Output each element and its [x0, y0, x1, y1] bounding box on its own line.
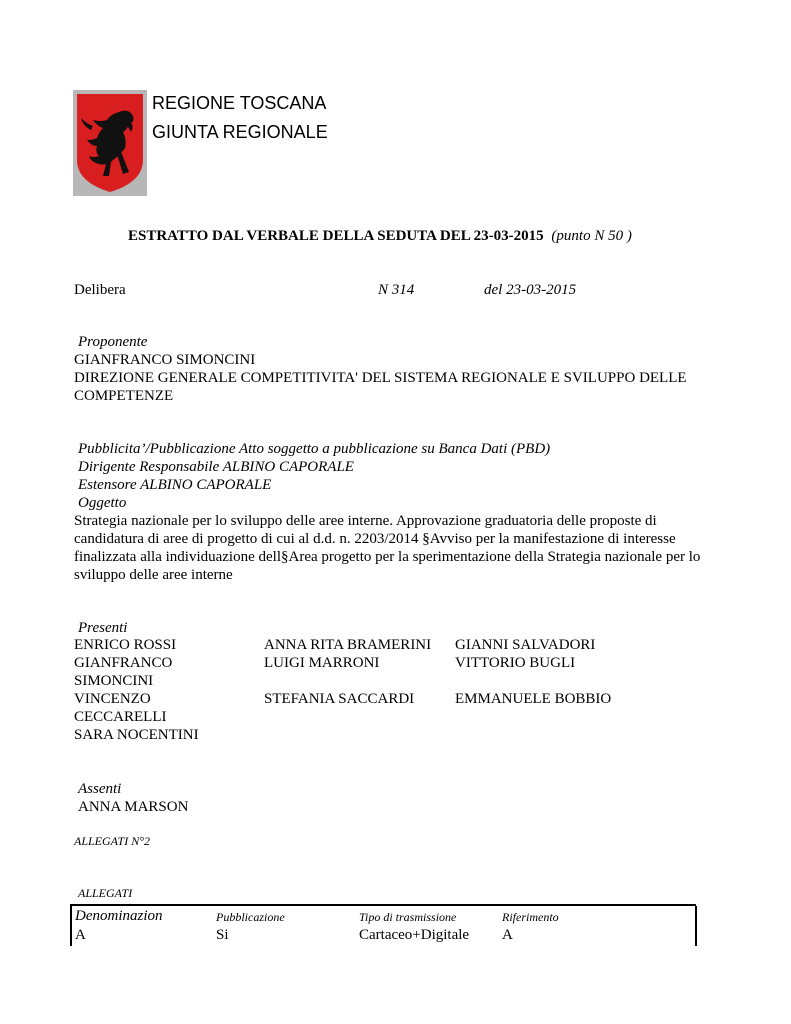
presente-name: GIANFRANCO SIMONCINI	[74, 655, 173, 689]
council-name: GIUNTA REGIONALE	[152, 122, 328, 142]
estratto-line	[128, 227, 632, 245]
allegati-table	[70, 904, 696, 946]
presente-name: LUIGI MARRONI	[264, 655, 380, 671]
oggetto-label: Oggetto	[78, 495, 127, 511]
region-name: REGIONE TOSCANA	[152, 93, 327, 113]
oggetto-text: Strategia nazionale per lo sviluppo delle aree interne. Approvazione graduatoria delle proposte di candidatura di aree di progetto di cui al d.d. n. 2203/2014 §Avviso per la manifestazione di interesse finalizzata alla individuazione dell§Area progetto per la sperimentazione della Strategia nazionale per lo sviluppo delle aree interne	[74, 513, 701, 583]
table-cell: Cartaceo+Digitale	[359, 927, 470, 943]
table-header-riferimento: Riferimento	[502, 910, 559, 924]
table-header-pubblicazione: Pubblicazione	[216, 910, 285, 924]
proponente-direzione: DIREZIONE GENERALE COMPETITIVITA' DEL SISTEMA REGIONALE E SVILUPPO DELLE COMPETENZE	[74, 370, 687, 404]
presente-name: VITTORIO BUGLI	[455, 655, 576, 671]
proponente-label: Proponente	[78, 334, 148, 350]
table-header-denominazione: Denominazion	[75, 908, 163, 924]
estratto-punto: (punto N 50 )	[551, 228, 632, 244]
estensore-line: Estensore ALBINO CAPORALE	[78, 477, 272, 493]
delibera-date: del 23-03-2015	[484, 282, 577, 298]
presente-name: EMMANUELE BOBBIO	[455, 691, 612, 707]
table-cell: Si	[216, 927, 229, 943]
presente-name: GIANNI SALVADORI	[455, 637, 596, 653]
presenti-col1	[74, 636, 204, 744]
presente-name: VINCENZO CECCARELLI	[74, 691, 167, 725]
presente-name: STEFANIA SACCARDI	[264, 691, 415, 707]
dirigente-line: Dirigente Responsabile ALBINO CAPORALE	[78, 459, 354, 475]
table-header-tipo: Tipo di trasmissione	[359, 910, 457, 924]
pubblicazione-line: Pubblicita’/Pubblicazione Atto soggetto a pubblicazione su Banca Dati (PBD)	[78, 441, 551, 457]
allegati-count: ALLEGATI N°2	[74, 834, 151, 848]
regione-toscana-crest	[73, 90, 147, 196]
assenti-label: Assenti	[78, 781, 122, 797]
presente-name: SARA NOCENTINI	[74, 727, 199, 743]
presente-name: ENRICO ROSSI	[74, 637, 177, 653]
estratto-title: ESTRATTO DAL VERBALE DELLA SEDUTA DEL 23-03-2015	[128, 228, 544, 244]
allegati-label: ALLEGATI	[78, 886, 133, 900]
proponente-name: GIANFRANCO SIMONCINI	[74, 352, 256, 368]
table-cell: A	[75, 927, 86, 943]
presente-name: ANNA RITA BRAMERINI	[264, 637, 432, 653]
delibera-label: Delibera	[74, 282, 126, 298]
table-cell: A	[502, 927, 513, 943]
presenti-label: Presenti	[78, 620, 128, 636]
delibera-number: N 314	[378, 282, 415, 298]
assente-name: ANNA MARSON	[78, 799, 189, 815]
